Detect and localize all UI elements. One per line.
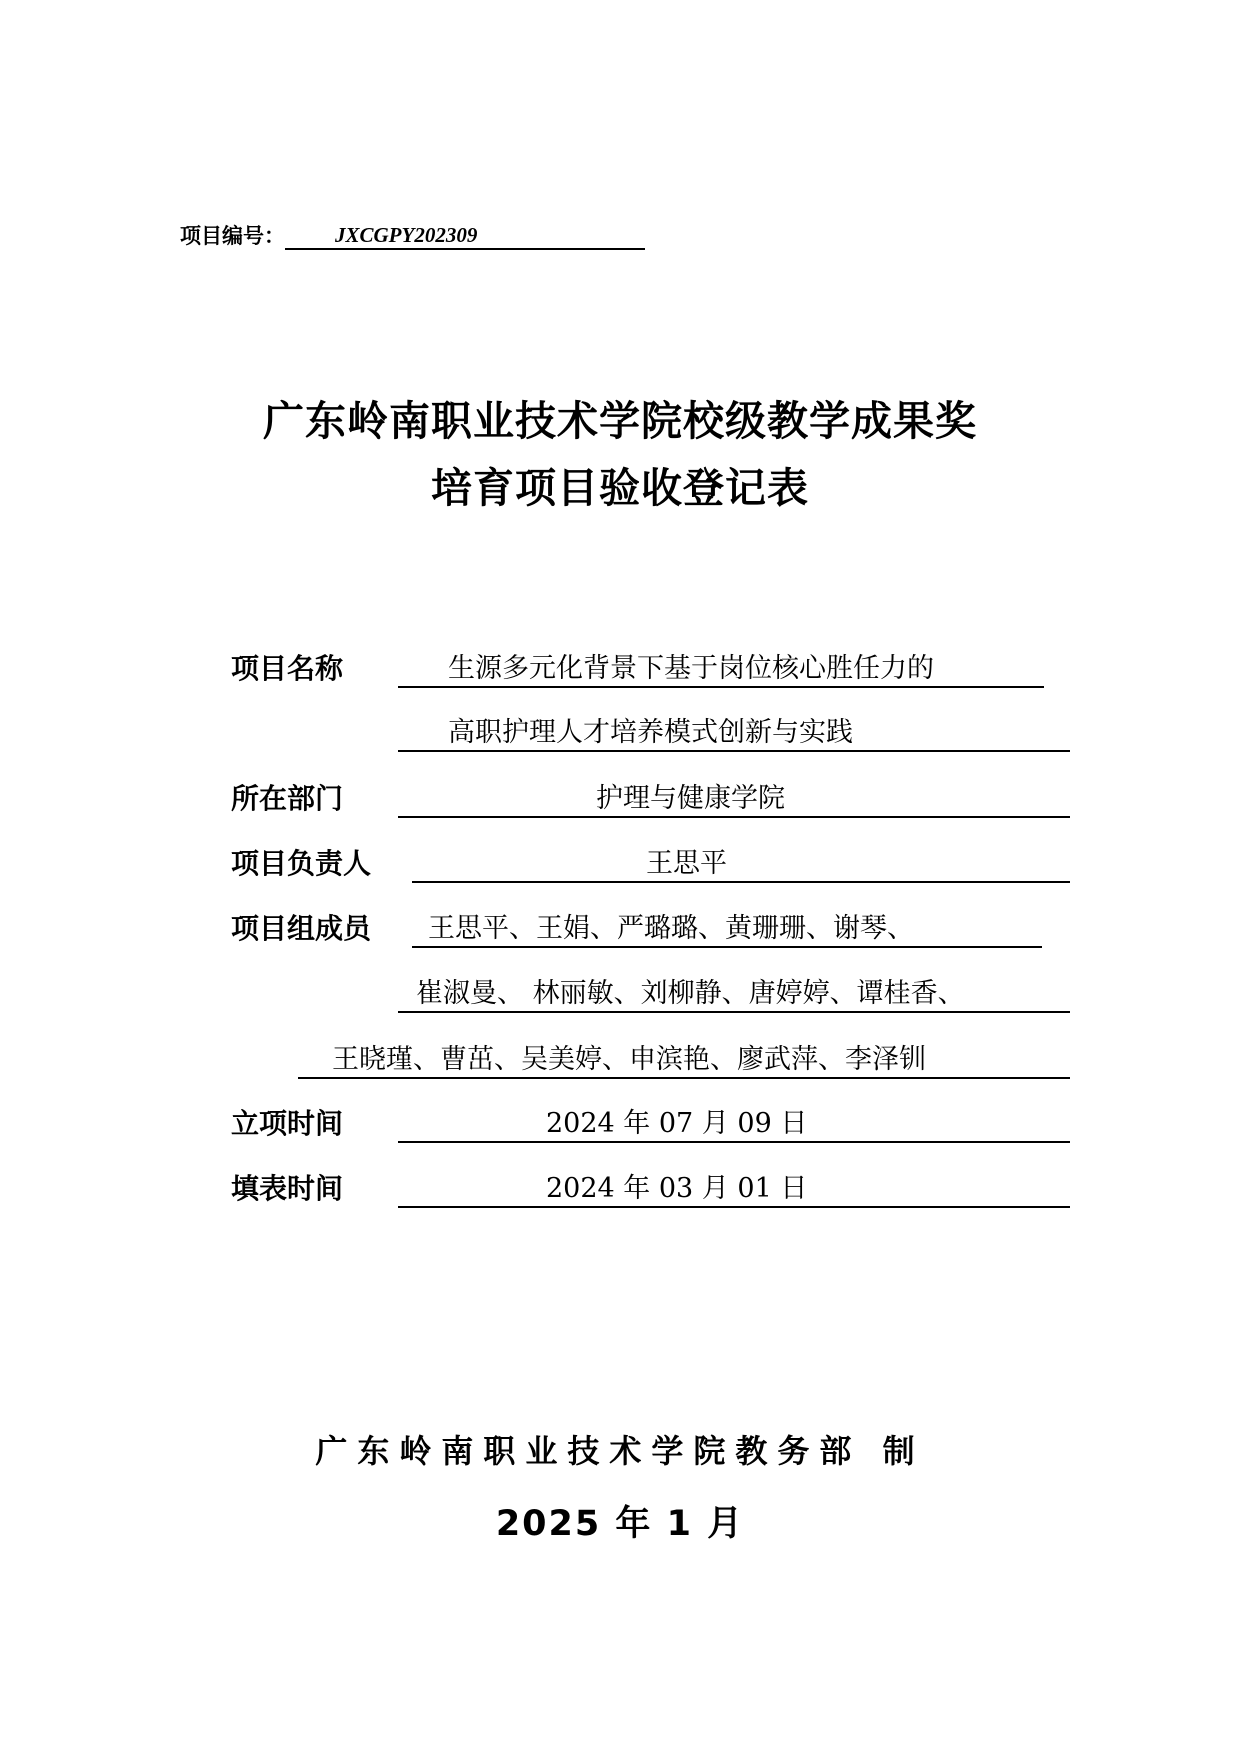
project-code-row	[180, 220, 645, 250]
project-name-line-2: 高职护理人才培养模式创新与实践	[398, 716, 1070, 752]
leader-label: 项目负责人	[231, 847, 372, 880]
leader-value: 王思平	[412, 847, 1070, 883]
project-code-label: 项目编号：	[180, 224, 285, 248]
project-code-value: JXCGPY202309	[285, 222, 645, 250]
project-name-label: 项目名称	[231, 652, 344, 685]
department-label: 所在部门	[231, 782, 344, 815]
project-name-line-1: 生源多元化背景下基于岗位核心胜任力的	[398, 652, 1044, 688]
members-line-1: 王思平、王娟、严璐璐、黄珊珊、谢琴、	[412, 912, 1042, 948]
start-date-value: 2024 年 07 月 09 日	[398, 1107, 1070, 1143]
members-line-3: 王晓瑾、曹茁、吴美婷、申滨艳、廖武萍、李泽钏	[298, 1043, 1070, 1079]
members-line-2: 崔淑曼、 林丽敏、刘柳静、唐婷婷、谭桂香、	[398, 977, 1070, 1013]
members-label: 项目组成员	[231, 912, 372, 945]
issuing-organization: 广东岭南职业技术学院教务部 制	[315, 1432, 925, 1470]
start-date-label: 立项时间	[231, 1107, 344, 1140]
department-value: 护理与健康学院	[398, 782, 1070, 818]
fill-date-value: 2024 年 03 月 01 日	[398, 1172, 1070, 1208]
document-subtitle: 培育项目验收登记表	[431, 464, 809, 512]
fill-date-label: 填表时间	[231, 1172, 344, 1205]
document-title: 广东岭南职业技术学院校级教学成果奖	[263, 397, 977, 445]
issue-date: 2025 年 1 月	[495, 1504, 745, 1544]
